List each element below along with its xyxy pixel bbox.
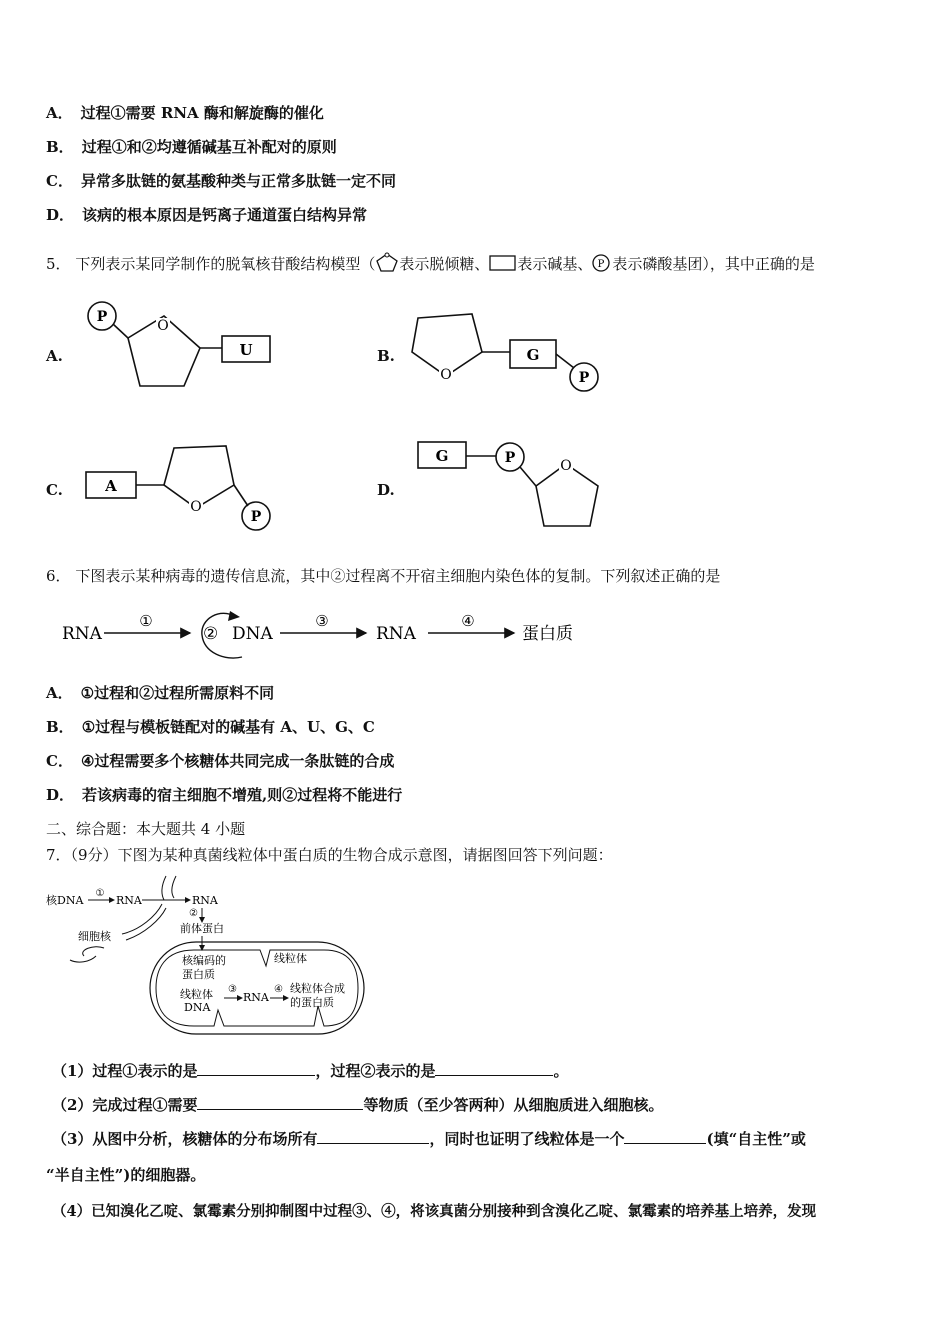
q7-sub3-cont: “半自主性”)的细胞器。: [46, 1166, 206, 1184]
q4-option-c: C． 异常多肽链的氨基酸种类与正常多肽链一定不同: [46, 172, 396, 190]
svg-text:前体蛋白: 前体蛋白: [180, 922, 224, 935]
q6-option-a: A． ①过程和②过程所需原料不同: [46, 684, 275, 702]
q7-sub3: （3）从图中分析，核糖体的分布场所有 ，同时也证明了线粒体是一个 (填“自主性”或: [52, 1130, 806, 1148]
q6-flow-diagram: [60, 605, 600, 665]
svg-text:的蛋白质: 的蛋白质: [290, 996, 334, 1009]
svg-text:②: ②: [203, 624, 219, 644]
answer-blank-4[interactable]: [317, 1129, 429, 1144]
svg-text:P: P: [578, 370, 590, 386]
rectangle-legend-icon: [489, 254, 517, 272]
svg-text:P: P: [250, 509, 262, 525]
answer-blank-1[interactable]: [197, 1061, 315, 1076]
svg-text:P: P: [504, 450, 516, 466]
q4-option-a: A． 过程①需要 RNA 酶和解旋酶的催化: [46, 104, 324, 122]
q5-option-b-label: B.: [377, 347, 395, 365]
svg-text:O: O: [157, 318, 169, 334]
svg-text:DNA: DNA: [184, 1001, 211, 1014]
answer-blank-2[interactable]: [435, 1061, 553, 1076]
svg-text:核编码的: 核编码的: [182, 954, 226, 967]
svg-text:①: ①: [139, 612, 153, 630]
q5-option-d-diagram: [416, 440, 616, 535]
svg-text:③: ③: [315, 612, 329, 630]
svg-text:④: ④: [461, 612, 475, 630]
q5-option-c-label: C.: [46, 481, 63, 499]
q7-sub4: （4）已知溴化乙啶、氯霉素分别抑制图中过程③、④，将该真菌分别接种到含溴化乙啶、氯霉素的培养基上培养，发现: [52, 1203, 817, 1220]
svg-text:RNA: RNA: [376, 624, 416, 644]
q6-option-c: C． ④过程需要多个核糖体共同完成一条肽链的合成: [46, 752, 395, 770]
q7-sub2: （2）完成过程①需要 等物质（至少答两种）从细胞质进入细胞核。: [52, 1096, 664, 1114]
q4-option-b: B． 过程①和②均遵循碱基互补配对的原则: [46, 138, 337, 156]
svg-text:DNA: DNA: [232, 624, 273, 644]
q7-sub1: （1）过程①表示的是 ，过程②表示的是 。: [52, 1062, 569, 1080]
svg-text:O: O: [440, 367, 452, 383]
phosphate-legend-icon: [592, 254, 612, 272]
svg-text:RNA: RNA: [192, 894, 218, 907]
svg-text:线粒体: 线粒体: [180, 988, 213, 1001]
q5-option-c-diagram: [84, 440, 284, 535]
q6-stem: 6． 下图表示某种病毒的遗传信息流，其中②过程离不开宿主细胞内染色体的复制。下列叙述正确的是: [46, 567, 721, 585]
svg-text:①: ①: [95, 888, 105, 899]
pentagon-legend-icon: [375, 251, 399, 273]
svg-text:④: ④: [274, 984, 283, 995]
q5-option-a-diagram: [80, 298, 300, 398]
svg-text:RNA: RNA: [243, 991, 269, 1004]
q7-mitochondria-diagram: [44, 870, 374, 1040]
svg-text:核DNA: 核DNA: [46, 894, 84, 907]
svg-text:A: A: [105, 477, 117, 495]
svg-text:②: ②: [189, 908, 198, 919]
svg-text:P: P: [598, 259, 605, 270]
svg-text:细胞核: 细胞核: [78, 930, 111, 943]
svg-text:蛋白质: 蛋白质: [522, 624, 573, 644]
nuclear-envelope: [162, 876, 176, 900]
q6-option-d: D． 若该病毒的宿主细胞不增殖,则②过程将不能进行: [46, 786, 403, 804]
q5-option-a-label: A.: [46, 347, 63, 365]
svg-text:③: ③: [228, 984, 237, 995]
svg-text:G: G: [526, 346, 540, 364]
q5-option-d-label: D.: [377, 481, 395, 499]
q4-option-d: D． 该病的根本原因是钙离子通道蛋白结构异常: [46, 206, 368, 224]
svg-text:O: O: [190, 499, 202, 515]
svg-text:U: U: [239, 341, 253, 359]
svg-text:O: O: [560, 458, 572, 474]
section-heading: 二、综合题：本大题共 4 小题: [46, 820, 246, 838]
svg-text:RNA: RNA: [116, 894, 142, 907]
svg-text:线粒体: 线粒体: [274, 952, 307, 965]
svg-text:线粒体合成: 线粒体合成: [290, 982, 345, 995]
q6-option-b: B． ①过程与模板链配对的碱基有 A、U、G、C: [46, 718, 375, 736]
q5-option-b-diagram: [410, 308, 610, 398]
svg-text:蛋白质: 蛋白质: [182, 968, 215, 981]
answer-blank-3[interactable]: [197, 1095, 363, 1110]
q7-stem: 7．（9分）下图为某种真菌线粒体中蛋白质的生物合成示意图，请据图回答下列问题：: [46, 846, 613, 864]
answer-blank-5[interactable]: [624, 1129, 706, 1144]
svg-text:G: G: [435, 447, 449, 465]
svg-text:RNA: RNA: [62, 624, 102, 644]
svg-text:P: P: [96, 309, 108, 325]
q5-stem: 5． 下列表示某同学制作的脱氧核苷酸结构模型（ 表示脱倾糖、 表示碱基、 P 表示磷酸基团），其中正确的是: [46, 251, 815, 274]
